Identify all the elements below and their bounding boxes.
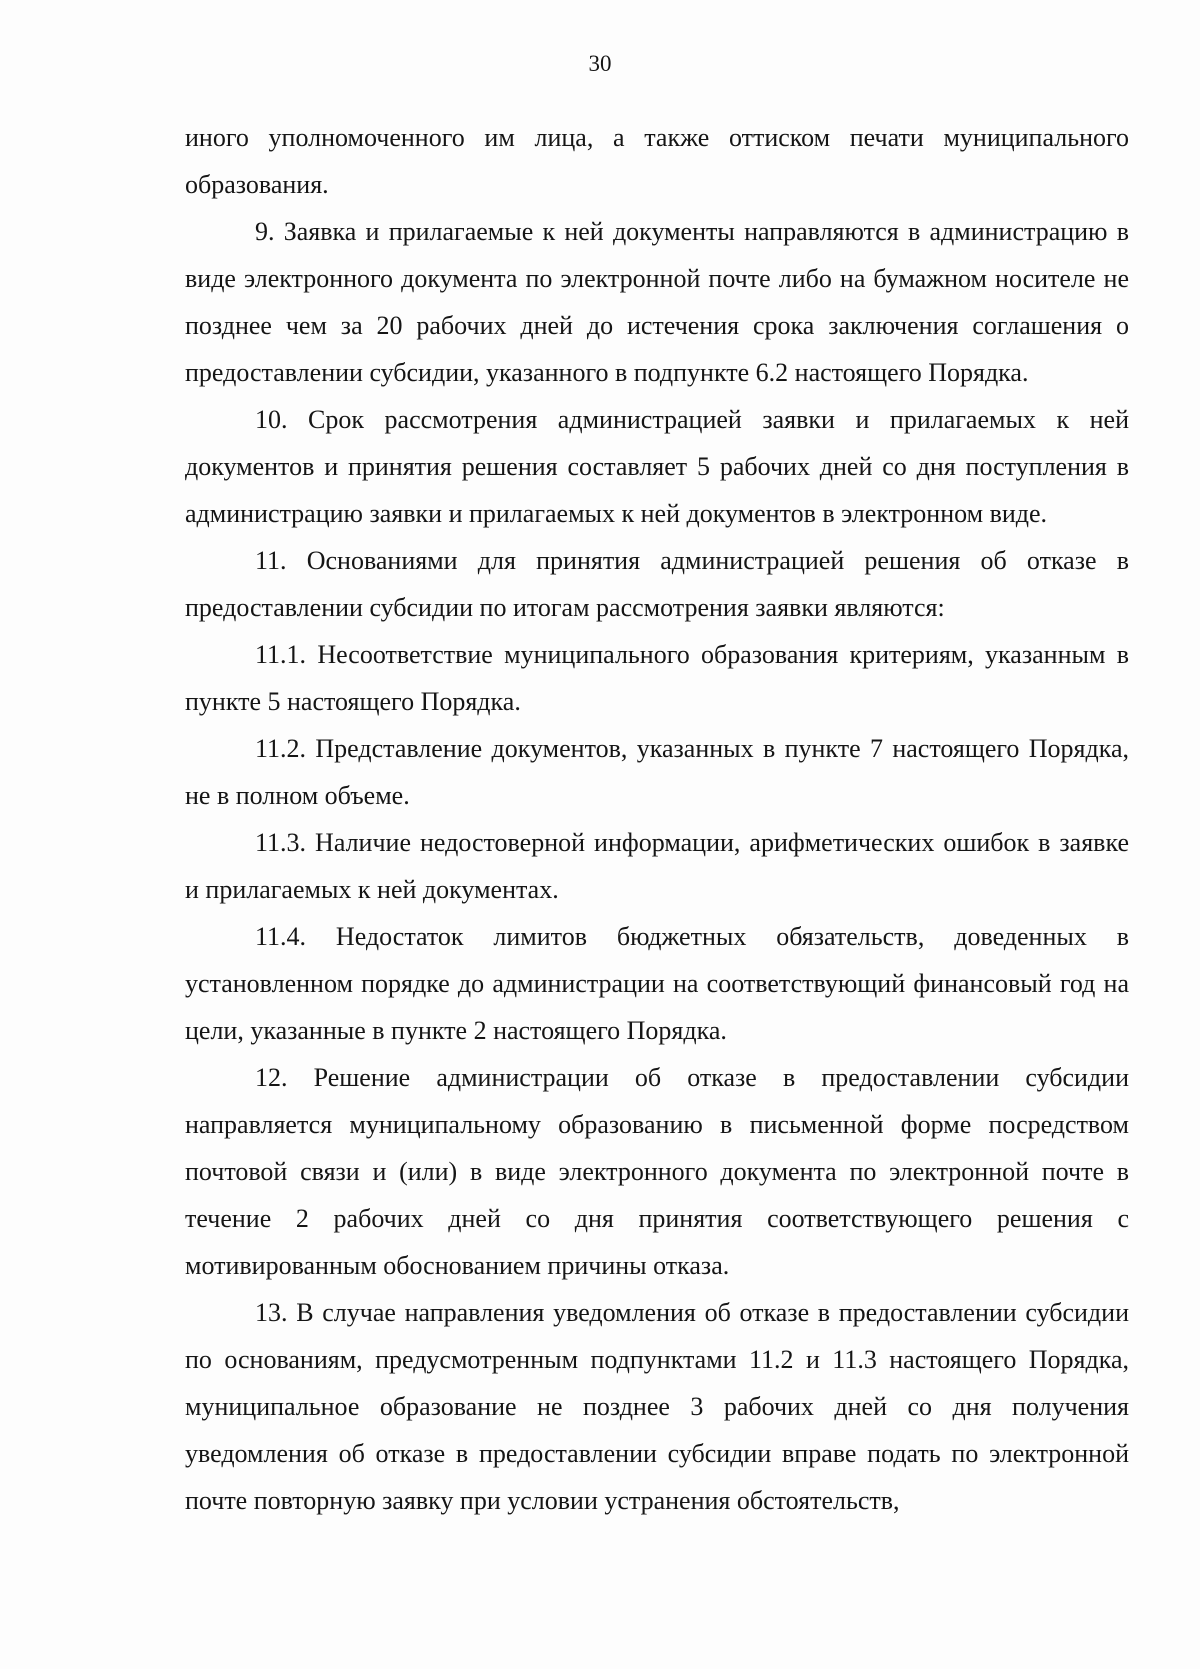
paragraph-continuation: иного уполномоченного им лица, а также оттиском печати муниципального образования. bbox=[185, 123, 1129, 199]
paragraph-item-11-4: 11.4. Недостаток лимитов бюджетных обязательств, доведенных в установленном порядке до администрации на соответствующий финансовый год на цели, указанные в пункте 2 настоящего Порядка. bbox=[185, 922, 1129, 1045]
page-number: 30 bbox=[588, 51, 612, 76]
paragraph-item-10: 10. Срок рассмотрения администрацией заявки и прилагаемых к ней документов и принятия решения составляет 5 рабочих дней со дня поступления в администрацию заявки и прилагаемых к ней документов в электронном виде. bbox=[185, 405, 1129, 528]
paragraph-item-12: 12. Решение администрации об отказе в предоставлении субсидии направляется муниципальному образованию в письменной форме посредством почтовой связи и (или) в виде электронного документа по электронной почте в течение 2 рабочих дней со дня принятия соответствующего решения с мотивированным обоснованием причины отказа. bbox=[185, 1063, 1129, 1280]
paragraph-item-11-1: 11.1. Несоответствие муниципального образования критериям, указанным в пункте 5 настоящего Порядка. bbox=[185, 640, 1129, 716]
paragraph-item-13: 13. В случае направления уведомления об отказе в предоставлении субсидии по основаниям, предусмотренным подпунктами 11.2 и 11.3 настоящего Порядка, муниципальное образование не позднее 3 рабочих дней со дня получения уведомления об отказе в предоставлении субсидии вправе подать по электронной почте повторную заявку при условии устранения обстоятельств, bbox=[185, 1298, 1129, 1515]
paragraph-item-11: 11. Основаниями для принятия администрацией решения об отказе в предоставлении субсидии по итогам рассмотрения заявки являются: bbox=[185, 546, 1129, 622]
paragraph-item-11-2: 11.2. Представление документов, указанных в пункте 7 настоящего Порядка, не в полном объеме. bbox=[185, 734, 1129, 810]
document-body bbox=[185, 114, 1129, 1524]
paragraph-item-9: 9. Заявка и прилагаемые к ней документы направляются в администрацию в виде электронного документа по электронной почте либо на бумажном носителе не позднее чем за 20 рабочих дней до истечения срока заключения соглашения о предоставлении субсидии, указанного в подпункте 6.2 настоящего Порядка. bbox=[185, 217, 1129, 387]
paragraph-item-11-3: 11.3. Наличие недостоверной информации, арифметических ошибок в заявке и прилагаемых к ней документах. bbox=[185, 828, 1129, 904]
